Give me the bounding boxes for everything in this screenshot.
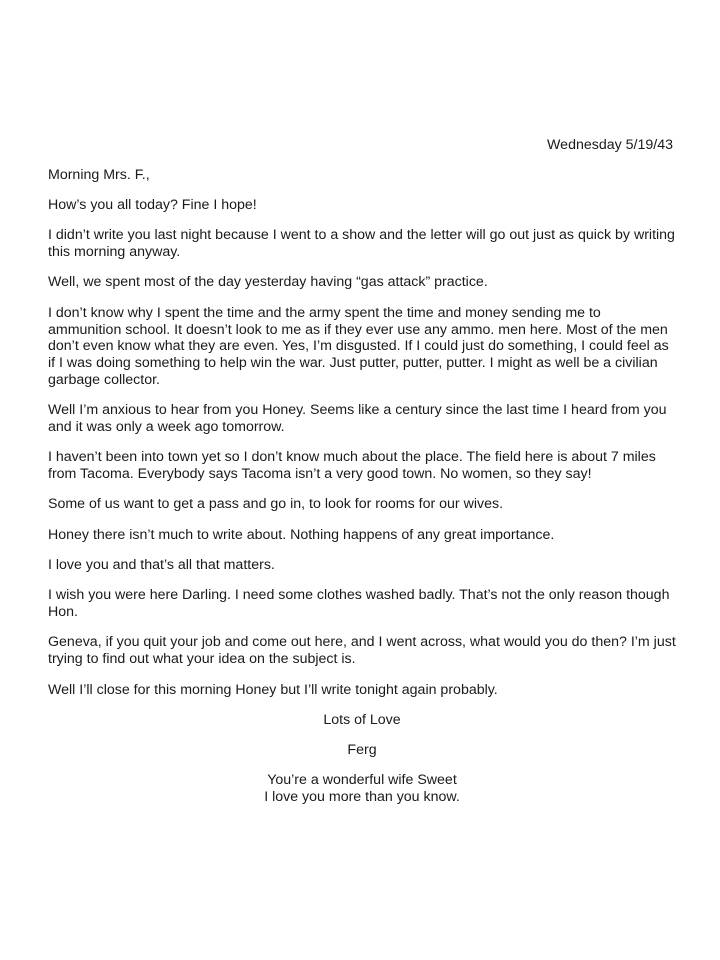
paragraph: I haven’t been into town yet so I don’t know much about the place. The field here is about 7 miles from Tacoma. Everybody says Tacoma isn’t a very good town. No women, so they say!: [48, 449, 656, 483]
paragraph: I love you and that’s all that matters.: [48, 557, 275, 574]
paragraph: I don’t know why I spent the time and the army spent the time and money sending me to ammunition school. It doesn’t look to me as if they ever use any ammo. men here. Most of the men don’t even know what they are even. Yes, I’m disgusted. If I could just do something, I could feel as if I was doing something to help win the war. Just putter, putter, putter. I might as well be a civilian garbage collector.: [48, 304, 669, 388]
paragraph: Well I’m anxious to hear from you Honey. Seems like a century since the last time I heard from you and it was only a week ago tomorrow.: [48, 402, 667, 436]
paragraph: How’s you all today? Fine I hope!: [48, 197, 257, 214]
postscript-line: You’re a wonderful wife Sweet: [267, 772, 457, 789]
paragraph: Well, we spent most of the day yesterday having “gas attack” practice.: [48, 274, 488, 291]
paragraph: I didn’t write you last night because I went to a show and the letter will go out just as quick by writing this morning anyway.: [48, 227, 675, 261]
paragraph: Well I’ll close for this morning Honey but I’ll write tonight again probably.: [48, 681, 498, 698]
paragraph: Geneva, if you quit your job and come out here, and I went across, what would you do then? I’m just trying to find out what your idea on the subject is.: [48, 634, 676, 668]
paragraph: Honey there isn’t much to write about. Nothing happens of any great importance.: [48, 526, 555, 543]
letter-body: [48, 137, 676, 806]
paragraph: Some of us want to get a pass and go in, to look for rooms for our wives.: [48, 496, 504, 513]
letter-greeting: Morning Mrs. F.,: [48, 166, 150, 183]
letter-closing: Lots of Love: [323, 711, 401, 728]
letter-postscript: [48, 772, 676, 806]
postscript-line: I love you more than you know.: [264, 789, 460, 806]
letter-signature: Ferg: [347, 742, 377, 759]
letter-date: Wednesday 5/19/43: [547, 137, 673, 153]
paragraph: I wish you were here Darling. I need some clothes washed badly. That’s not the only reason though Hon.: [48, 587, 670, 621]
